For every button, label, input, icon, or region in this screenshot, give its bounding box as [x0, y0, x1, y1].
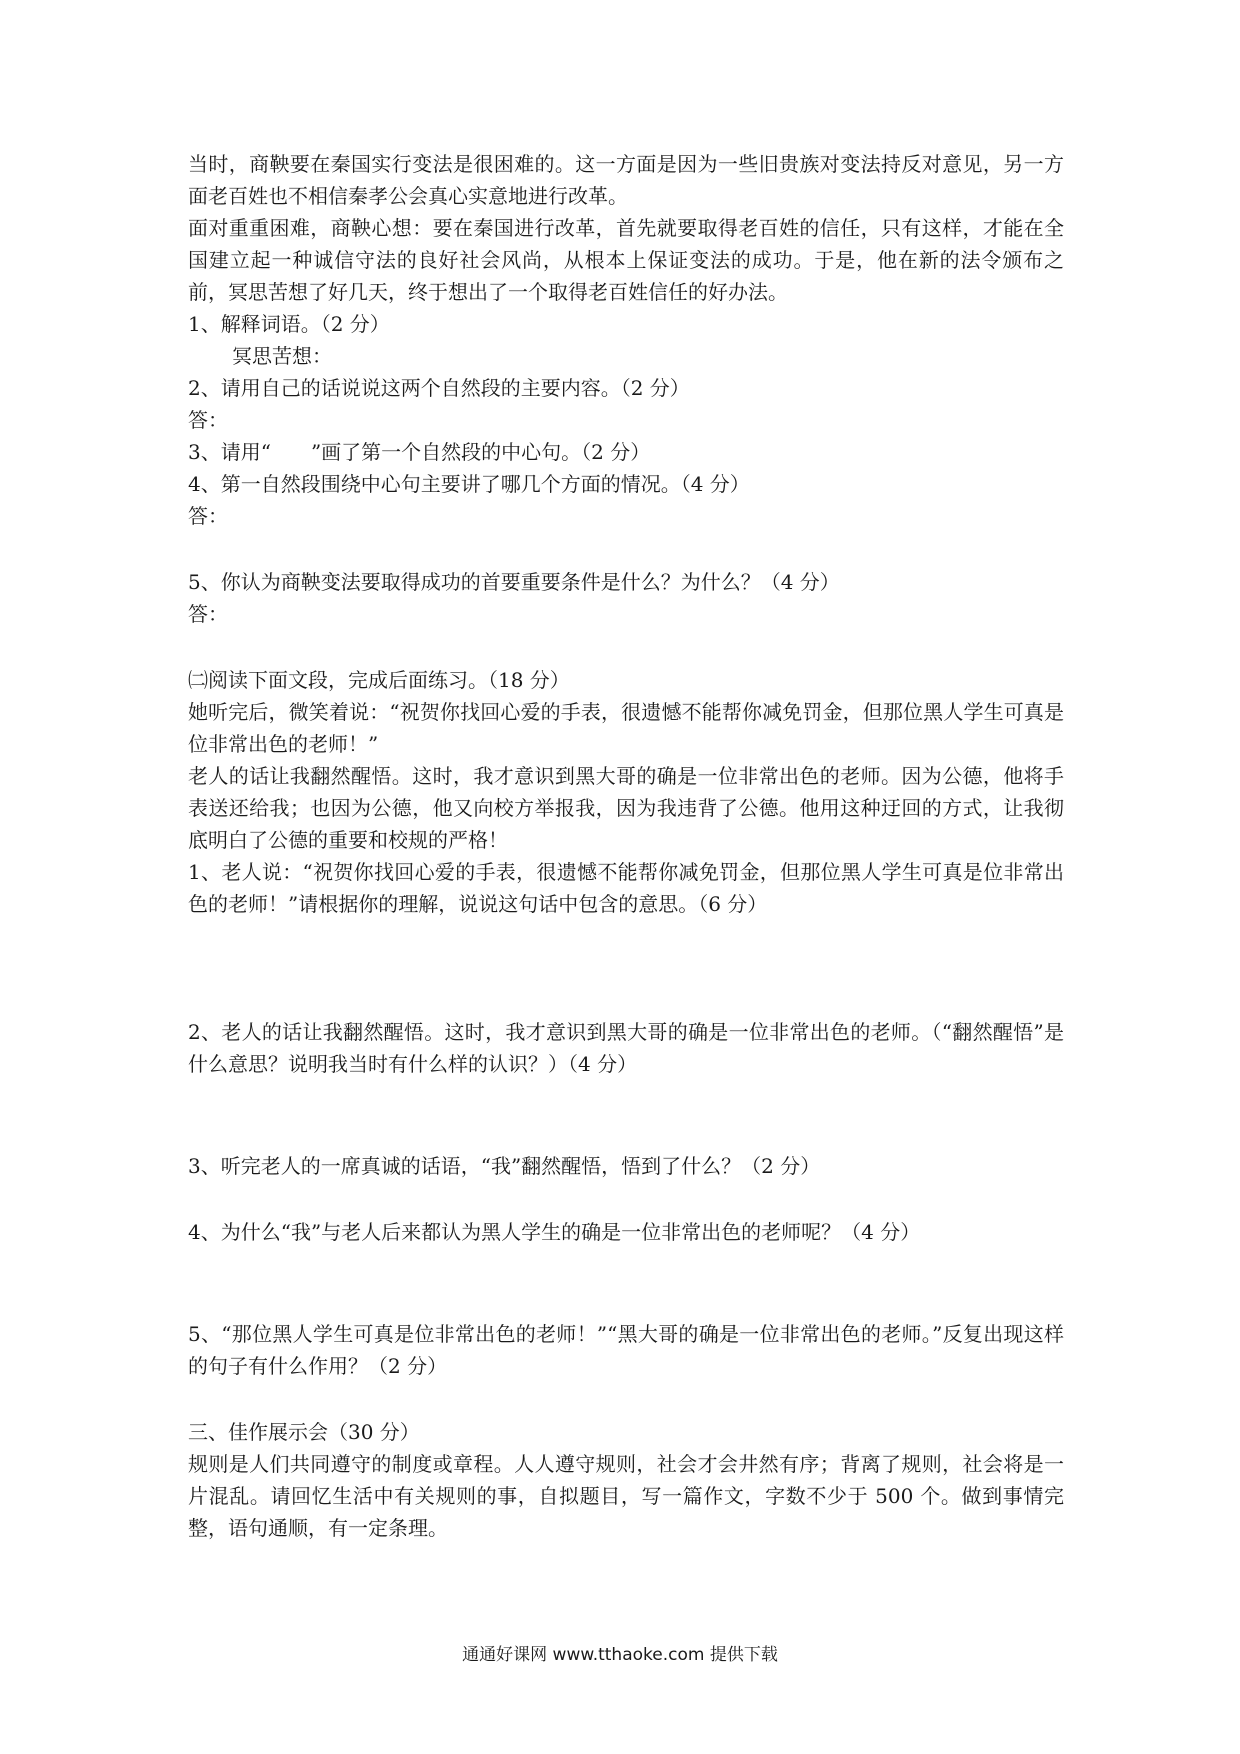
- question-3: 3、请用“ ”画了第一个自然段的中心句。（2 分）: [188, 440, 651, 464]
- section2-question-5: 5、“那位黑人学生可真是位非常出色的老师！”“黑大哥的确是一位非常出色的老师。”反复出现这样的句子有什么作用？（2 分）: [188, 1322, 1064, 1378]
- section2-paragraph-1: 她听完后，微笑着说：“祝贺你找回心爱的手表，很遗憾不能帮你减免罚金，但那位黑人学生可真是位非常出色的老师！”: [188, 700, 1064, 756]
- answer-space: [188, 1248, 1064, 1318]
- question-2: 2、请用自己的话说说这两个自然段的主要内容。（2 分）: [188, 376, 690, 400]
- question-1-term: 冥思苦想：: [232, 344, 332, 368]
- section2-question-2: 2、老人的话让我翻然醒悟。这时，我才意识到黑大哥的确是一位非常出色的老师。（“翻然醒悟”是什么意思？说明我当时有什么样的认识？）（4 分）: [188, 1020, 1064, 1076]
- section2-question-3: 3、听完老人的一席真诚的话语，“我”翻然醒悟，悟到了什么？（2 分）: [188, 1154, 821, 1178]
- document-body: [188, 148, 1064, 1544]
- answer-space: [188, 1080, 1064, 1150]
- section2-question-1: 1、老人说：“祝贺你找回心爱的手表，很遗憾不能帮你减免罚金，但那位黑人学生可真是位非常出色的老师！”请根据你的理解，说说这句话中包含的意思。（6 分）: [188, 860, 1064, 916]
- passage1-paragraph-2: 面对重重困难，商鞅心想：要在秦国进行改革，首先就要取得老百姓的信任，只有这样，才能在全国建立起一种诚信守法的良好社会风尚，从根本上保证变法的成功。于是，他在新的法令颁布之前，冥思苦想了好几天，终于想出了一个取得老百姓信任的好办法。: [188, 216, 1064, 304]
- answer-space: [188, 1382, 1064, 1416]
- question-1: 1、解释词语。（2 分）: [188, 312, 390, 336]
- section2-heading: ㈡阅读下面文段，完成后面练习。（18 分）: [188, 668, 570, 692]
- section3-heading: 三、佳作展示会（30 分）: [188, 1420, 420, 1444]
- section3-paragraph: 规则是人们共同遵守的制度或章程。人人遵守规则，社会才会井然有序；背离了规则，社会将是一片混乱。请回忆生活中有关规则的事，自拟题目，写一篇作文，字数不少于 500 个。做到事情完整，语句通顺，有一定条理。: [188, 1452, 1064, 1540]
- question-4-answer-label: 答：: [188, 504, 228, 528]
- passage1-paragraph-1: 当时，商鞅要在秦国实行变法是很困难的。这一方面是因为一些旧贵族对变法持反对意见，另一方面老百姓也不相信秦孝公会真心实意地进行改革。: [188, 152, 1064, 208]
- question-2-answer-label: 答：: [188, 408, 228, 432]
- answer-space: [188, 920, 1064, 1016]
- section2-paragraph-2: 老人的话让我翻然醒悟。这时，我才意识到黑大哥的确是一位非常出色的老师。因为公德，他将手表送还给我；也因为公德，他又向校方举报我，因为我违背了公德。他用这种迂回的方式，让我彻底明白了公德的重要和校规的严格！: [188, 764, 1064, 852]
- answer-space: [188, 630, 1064, 664]
- question-5: 5、你认为商鞅变法要取得成功的首要重要条件是什么？为什么？（4 分）: [188, 570, 840, 594]
- page-footer: 通通好课网 www.tthaoke.com 提供下载: [462, 1645, 778, 1665]
- section2-question-4: 4、为什么“我”与老人后来都认为黑人学生的确是一位非常出色的老师呢？（4 分）: [188, 1220, 921, 1244]
- answer-space: [188, 1182, 1064, 1216]
- question-4: 4、第一自然段围绕中心句主要讲了哪几个方面的情况。（4 分）: [188, 472, 750, 496]
- question-5-answer-label: 答：: [188, 602, 228, 626]
- answer-space: [188, 532, 1064, 566]
